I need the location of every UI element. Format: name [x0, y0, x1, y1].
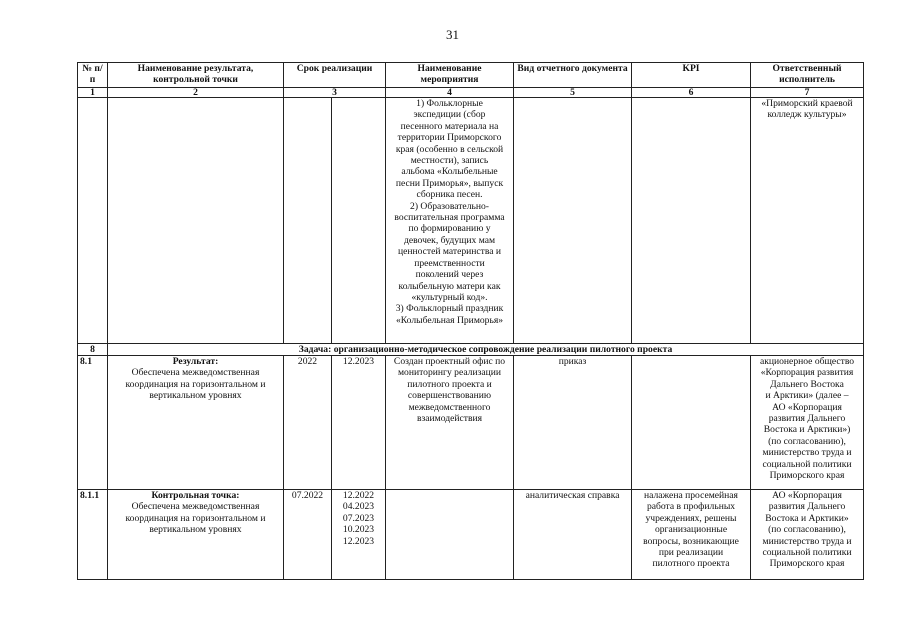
cell-result [108, 98, 284, 344]
column-number: 5 [514, 88, 632, 98]
cell-start [284, 98, 332, 344]
column-number: 7 [751, 88, 864, 98]
column-number: 4 [386, 88, 514, 98]
cell-responsible: акционерное общество «Корпорация развития Дальнего Востока и Арктики» (далее – АО «Корпорация развития Дальнего Востока и Арктики») (по согласованию), министерство труда и социальной политики Приморского края [751, 356, 864, 490]
header-responsible: Ответственный исполнитель [751, 63, 864, 88]
column-number: 3 [284, 88, 386, 98]
cell-responsible: «Приморский краевой колледж культуры» [751, 98, 864, 344]
cell-responsible: АО «Корпорация развития Дальнего Востока и Арктики» (по согласованию), министерство труда и социальной политики Приморского края [751, 490, 864, 580]
header-document: Вид отчетного документа [514, 63, 632, 88]
cell-document: аналитическая справка [514, 490, 632, 580]
cell-num: 8.1.1 [78, 490, 108, 580]
task-num: 8 [78, 344, 108, 356]
task-title: Задача: организационно-методическое сопровождение реализации пилотного проекта [108, 344, 864, 356]
result-title: Результат: [172, 356, 219, 367]
column-number-row [78, 88, 864, 98]
cell-activity [386, 490, 514, 580]
header-period: Срок реализации [284, 63, 386, 88]
task-row [78, 344, 864, 356]
cell-end: 12.2022 04.2023 07.2023 10.2023 12.2023 [332, 490, 386, 580]
table-row-continued [78, 98, 864, 344]
header-activity: Наименование мероприятия [386, 63, 514, 88]
header-kpi: KPI [632, 63, 751, 88]
checkpoint-title: Контрольная точка: [151, 490, 240, 501]
cell-result [108, 356, 284, 490]
cell-result [108, 490, 284, 580]
cell-kpi [632, 356, 751, 490]
cell-num [78, 98, 108, 344]
result-text: Обеспечена межведомственная координация на горизонтальном и вертикальном уровнях [125, 367, 266, 402]
cell-start: 2022 [284, 356, 332, 490]
cell-end [332, 98, 386, 344]
cell-end: 12.2023 [332, 356, 386, 490]
cell-kpi [632, 98, 751, 344]
table-row-checkpoint [78, 490, 864, 580]
column-number: 2 [108, 88, 284, 98]
column-number: 6 [632, 88, 751, 98]
cell-activity: 1) Фольклорные экспедиции (сбор песенного материала на территории Приморского края (особенно в сельской местности), запись альбома «Колыбельные песни Приморья», выпуск сборника песен. 2) Образовательно- воспитательная программа по формированию у девочек, будущих мам ценностей материнства и преемственности поколений через колыбельную матери как «культурный код». 3) Фольклорный праздник «Колыбельная Приморья» [386, 98, 514, 344]
header-num: № п/п [78, 63, 108, 88]
cell-start: 07.2022 [284, 490, 332, 580]
checkpoint-text: Обеспечена межведомственная координация на горизонтальном и вертикальном уровнях [125, 501, 266, 536]
table-row-result [78, 356, 864, 490]
cell-kpi: налажена просемейная работа в профильных учреждениях, решены организационные вопросы, возникающие при реализации пилотного проекта [632, 490, 751, 580]
cell-document [514, 98, 632, 344]
cell-document: приказ [514, 356, 632, 490]
cell-num: 8.1 [78, 356, 108, 490]
header-row [78, 63, 864, 88]
page-number: 31 [446, 27, 459, 42]
cell-activity: Создан проектный офис по мониторингу реализации пилотного проекта и совершенствованию межведомственного взаимодействия [386, 356, 514, 490]
header-result: Наименование результата, контрольной точки [108, 63, 284, 88]
plan-table [77, 62, 864, 580]
column-number: 1 [78, 88, 108, 98]
